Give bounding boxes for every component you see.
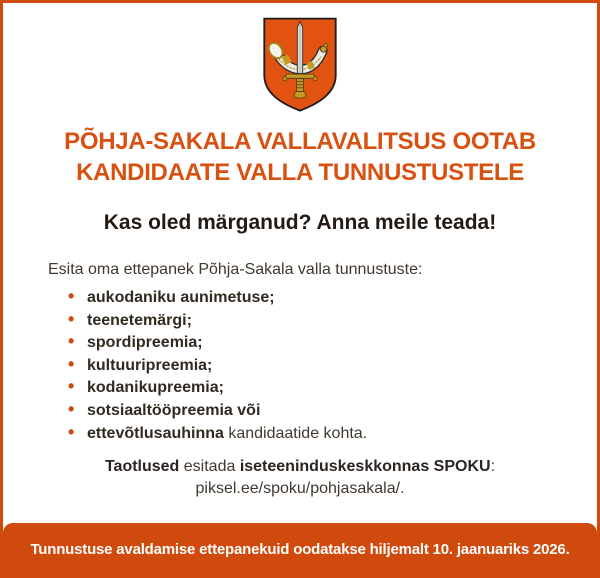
list-item [87, 334, 597, 351]
list-item [87, 312, 597, 329]
page-title-line2: KANDIDAATE VALLA TUNNUSTUSTELE [76, 159, 524, 186]
deadline-text: Tunnustuse avaldamise ettepanekuid oodatakse hiljemalt 10. jaanuariks 2026. [30, 540, 570, 558]
award-name: spordipreemia; [87, 334, 203, 352]
submission-bold-2: iseteeninduskeskkonnas SPOKU [239, 457, 491, 475]
submission-bold-1: Taotlused [104, 457, 180, 475]
subtitle: Kas oled märganud? Anna meile teada! [103, 211, 497, 234]
award-name: kultuuripreemia; [87, 356, 213, 374]
submission-line [33, 456, 567, 478]
list-item [87, 379, 597, 396]
award-name: ettevõtlusauhinna [87, 424, 224, 442]
award-suffix: kandidaatide kohta. [223, 424, 368, 442]
award-name: teenetemärgi; [87, 311, 192, 329]
list-item [87, 289, 597, 306]
coat-of-arms-icon [262, 17, 338, 113]
award-name: kodanikupreemia; [87, 379, 224, 397]
list-item [87, 402, 597, 419]
award-name: aukodaniku aunimetuse; [87, 289, 275, 306]
list-item [87, 357, 597, 374]
award-name: sotsiaaltööpreemia või [87, 401, 261, 419]
awards-list [3, 289, 597, 442]
spoku-url: piksel.ee/spoku/pohjasakala/. [195, 479, 405, 497]
page-title-line1: PÕHJA-SAKALA VALLAVALITSUS OOTAB [64, 128, 536, 155]
deadline-banner [3, 523, 597, 575]
list-item [87, 425, 597, 442]
intro-text: Esita oma ettepanek Põhja-Sakala valla tunnustuste: [48, 261, 423, 278]
submission-instructions [33, 456, 567, 500]
page-title [21, 126, 579, 188]
submission-colon: : [490, 457, 496, 475]
submission-regular: esitada [179, 457, 240, 475]
